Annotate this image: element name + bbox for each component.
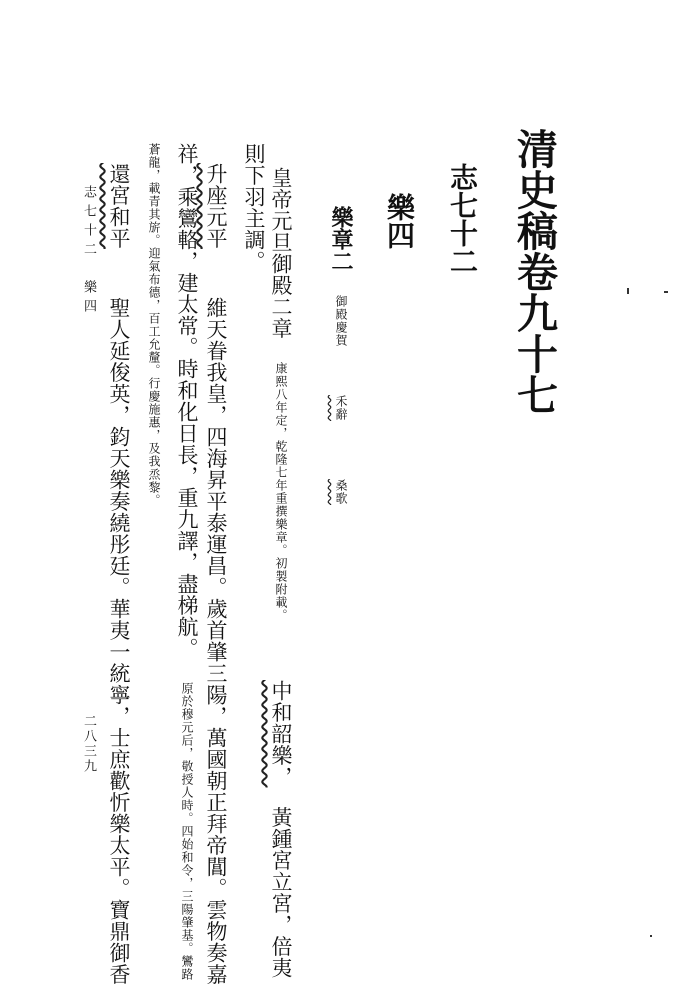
chapter-heading-line <box>330 206 352 505</box>
chapter-heading: 樂章二 <box>328 206 354 272</box>
subsection-heading: 樂四 <box>383 193 416 249</box>
line3-piece-name: 升座元平 <box>204 163 228 249</box>
chapter-note-b: 禾辭 <box>334 395 348 421</box>
body-line-6 <box>108 163 129 985</box>
section-heading: 志七十二 <box>446 163 479 275</box>
body-line-4 <box>176 143 197 981</box>
body-line-5: 蒼龍，載青其旂。迎氣布德，百工允釐。行慶施惠，及我烝黎。 <box>147 143 161 507</box>
line4-text: 祥，乘鸞輅，建太常。時和化日長，重九譯，盡梯航。 <box>175 143 199 659</box>
body-line-2: 則下羽主調。 <box>242 143 266 272</box>
page-title: 清史稿卷九十七 <box>510 128 558 415</box>
body-line-1 <box>270 167 291 979</box>
body-line-3 <box>205 163 226 985</box>
line1-music-name: 中和韶樂， <box>269 680 293 788</box>
line3-text: 維天眷我皇，四海昇平泰運昌。歲首肇三陽，萬國朝正拜帝閶。雲物奏嘉 <box>204 297 228 985</box>
chapter-note-a: 御殿慶賀 <box>334 295 348 347</box>
scan-speck <box>650 935 652 937</box>
line1-key: 黃鍾宮立宮，倍夷 <box>269 806 293 979</box>
line6-piece-name: 還宮和平 <box>107 163 131 249</box>
line1-note: 康熙八年定，乾隆七年重撰樂章。初製附載。 <box>274 362 288 622</box>
line6-text: 聖人延俊英，鈞天樂奏繞彤廷。華夷一統寧，士庶歡忻樂太平。寶鼎御香 <box>107 297 131 985</box>
page-number: 二八三九 <box>81 714 96 774</box>
chapter-note-c: 桑歌 <box>334 479 348 505</box>
footer-running-head: 志七十二 樂四 <box>81 185 96 318</box>
line1-heading: 皇帝元旦御殿二章 <box>269 167 293 339</box>
scan-speck <box>664 291 668 293</box>
line4-note: 原於穆元后，敬授人時。四始和令，三陽肇基。鸞路 <box>180 682 194 981</box>
scan-speck <box>627 288 629 294</box>
